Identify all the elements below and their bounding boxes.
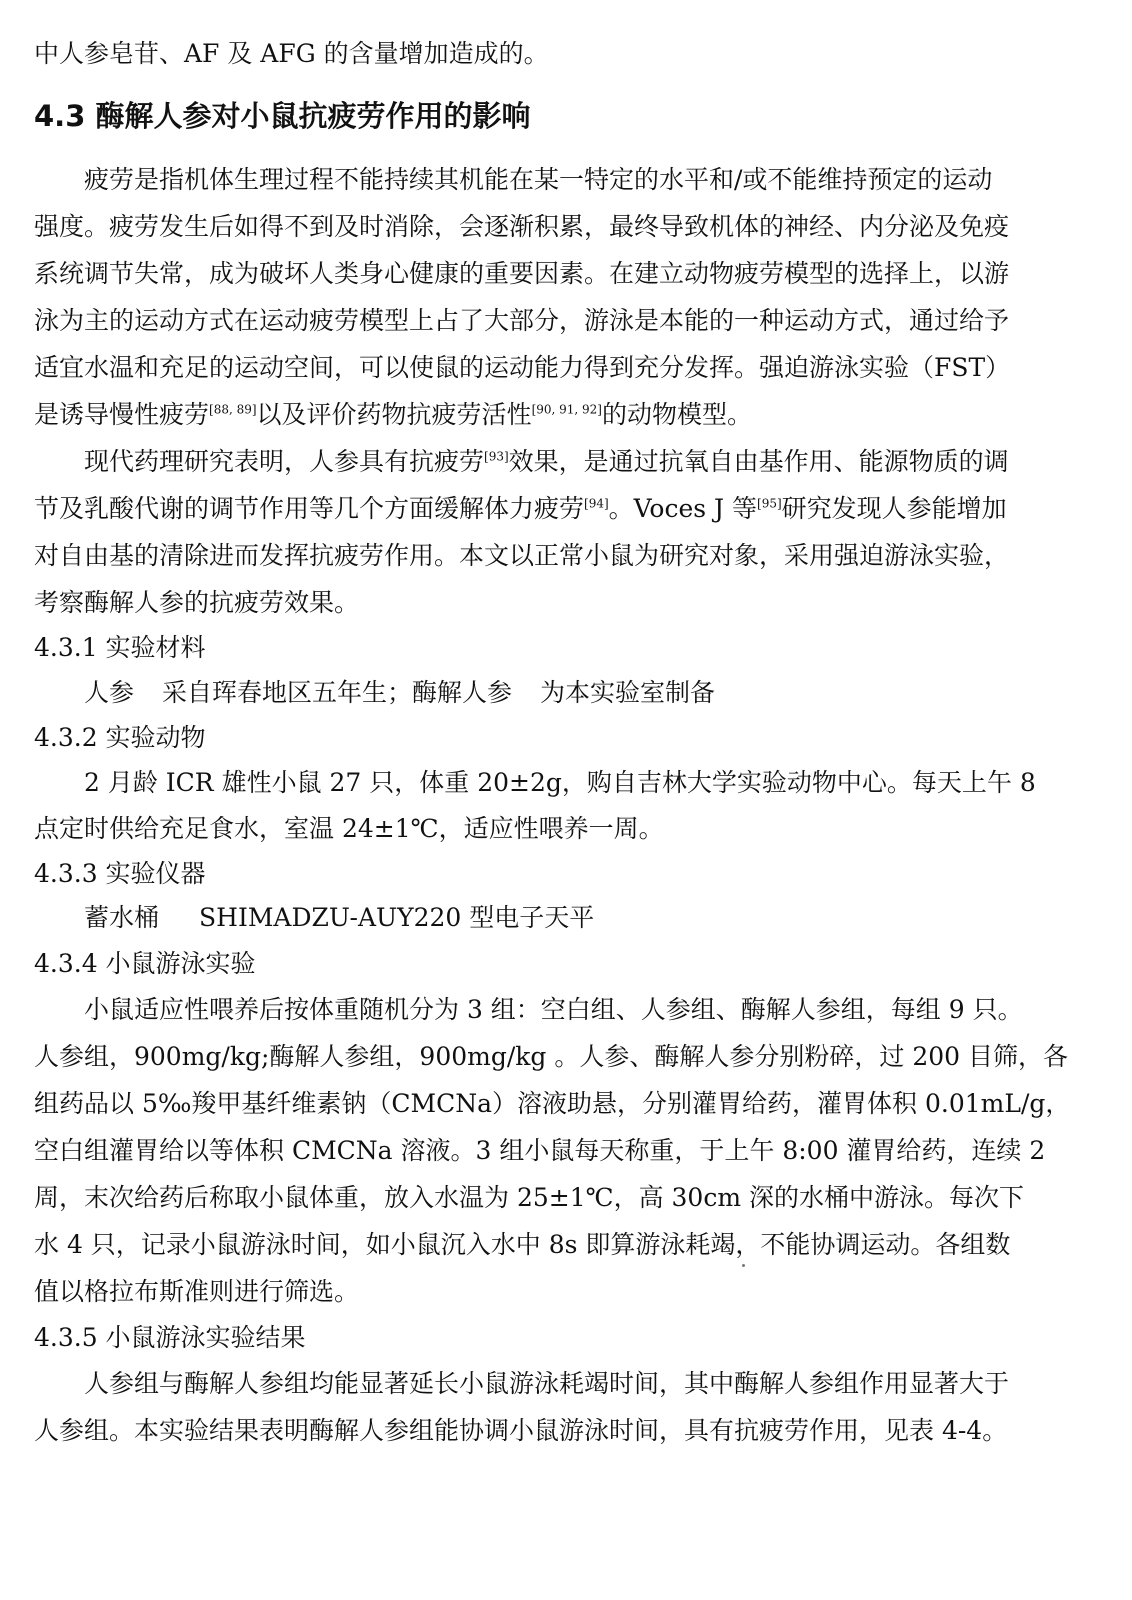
paragraph-1-line [34, 395, 1100, 435]
method-line: 组药品以 5‰羧甲基纤维素钠（CMCNa）溶液助悬，分别灌胃给药，灌胃体积 0.01mL/g， [34, 1089, 1071, 1118]
subsection-heading-4-3-3: 4.3.3 实验仪器 [34, 859, 206, 888]
text-run: 节及乳酸代谢的调节作用等几个方面缓解体力疲劳 [34, 494, 585, 523]
continued-text-line: 中人参皂苷、AF 及 AFG 的含量增加造成的。 [34, 39, 549, 68]
instrument-item: 蓄水桶 [84, 903, 160, 932]
text-run: 研究发现人参能增加 [781, 494, 1007, 523]
material-name: 人参 [84, 678, 135, 707]
citation-ref: [95] [757, 496, 782, 511]
results-line: 人参组。本实验结果表明酶解人参组能协调小鼠游泳时间，具有抗疲劳作用，见表 4-4。 [34, 1416, 1008, 1445]
paragraph-1-line: 适宜水温和充足的运动空间，可以使鼠的运动能力得到充分发挥。强迫游泳实验（FST） [34, 353, 1011, 382]
material-name: 酶解人参 [412, 678, 513, 707]
animals-line: 点定时供给充足食水，室温 24±1℃，适应性喂养一周。 [34, 814, 664, 843]
subsection-heading-4-3-5: 4.3.5 小鼠游泳实验结果 [34, 1323, 306, 1352]
material-desc: 为本实验室制备 [540, 678, 716, 707]
method-line: 值以格拉布斯准则进行筛选。 [34, 1277, 360, 1306]
citation-ref: [90, 91, 92] [531, 402, 602, 417]
paragraph-2-line [84, 442, 1100, 482]
method-line: 空白组灌胃给以等体积 CMCNa 溶液。3 组小鼠每天称重，于上午 8:00 灌胃给药，连续 2 [34, 1136, 1046, 1165]
text-run: 。Voces J 等 [608, 494, 758, 523]
text-run: 效果，是通过抗氧自由基作用、能源物质的调 [508, 447, 1009, 476]
paragraph-1-line: 泳为主的运动方式在运动疲劳模型上占了大部分，游泳是本能的一种运动方式，通过给予 [34, 306, 1010, 335]
subsection-heading-4-3-1: 4.3.1 实验材料 [34, 633, 206, 662]
paragraph-1-line: 强度。疲劳发生后如得不到及时消除，会逐渐积累，最终导致机体的神经、内分泌及免疫 [34, 212, 1010, 241]
citation-ref: [88, 89] [209, 402, 257, 417]
section-title: 4.3 酶解人参对小鼠抗疲劳作用的影响 [34, 99, 531, 133]
results-line: 人参组与酶解人参组均能显著延长小鼠游泳耗竭时间，其中酶解人参组作用显著大于 [84, 1369, 1010, 1398]
animals-line: 2 月龄 ICR 雄性小鼠 27 只，体重 20±2g，购自吉林大学实验动物中心。每天上午 8 [84, 768, 1036, 797]
paragraph-1-line: 系统调节失常，成为破坏人类身心健康的重要因素。在建立动物疲劳模型的选择上，以游 [34, 259, 1010, 288]
instrument-item: SHIMADZU-AUY220 型电子天平 [199, 903, 595, 932]
subsection-heading-4-3-2: 4.3.2 实验动物 [34, 723, 206, 752]
method-line: 水 4 只，记录小鼠游泳时间，如小鼠沉入水中 8s 即算游泳耗竭，不能协调运动。各组数 [34, 1230, 1011, 1259]
method-line: 周，末次给药后称取小鼠体重，放入水温为 25±1℃，高 30cm 深的水桶中游泳。每次下 [34, 1183, 1024, 1212]
text-run: 现代药理研究表明，人参具有抗疲劳 [84, 447, 485, 476]
text-run: 以及评价药物抗疲劳活性 [256, 400, 532, 429]
subsection-heading-4-3-4: 4.3.4 小鼠游泳实验 [34, 949, 256, 978]
material-desc: 采自珲春地区五年生； [162, 678, 413, 707]
scan-speck [742, 1264, 745, 1267]
text-run: 的动物模型。 [602, 400, 753, 429]
method-line: 人参组，900mg/kg;酶解人参组，900mg/kg 。人参、酶解人参分别粉碎，过 200 目筛，各 [34, 1042, 1068, 1071]
paragraph-2-line: 考察酶解人参的抗疲劳效果。 [34, 588, 360, 617]
paragraph-2-line [34, 489, 1100, 529]
citation-ref: [93] [484, 449, 509, 464]
materials-line [84, 673, 1100, 713]
method-line: 小鼠适应性喂养后按体重随机分为 3 组：空白组、人参组、酶解人参组，每组 9 只。 [84, 995, 1023, 1024]
instruments-line [84, 898, 1100, 938]
paragraph-2-line: 对自由基的清除进而发挥抗疲劳作用。本文以正常小鼠为研究对象，采用强迫游泳实验， [34, 541, 1010, 570]
paragraph-1-line: 疲劳是指机体生理过程不能持续其机能在某一特定的水平和/或不能维持预定的运动 [84, 165, 993, 194]
text-run: 是诱导慢性疲劳 [34, 400, 210, 429]
citation-ref: [94] [584, 496, 609, 511]
